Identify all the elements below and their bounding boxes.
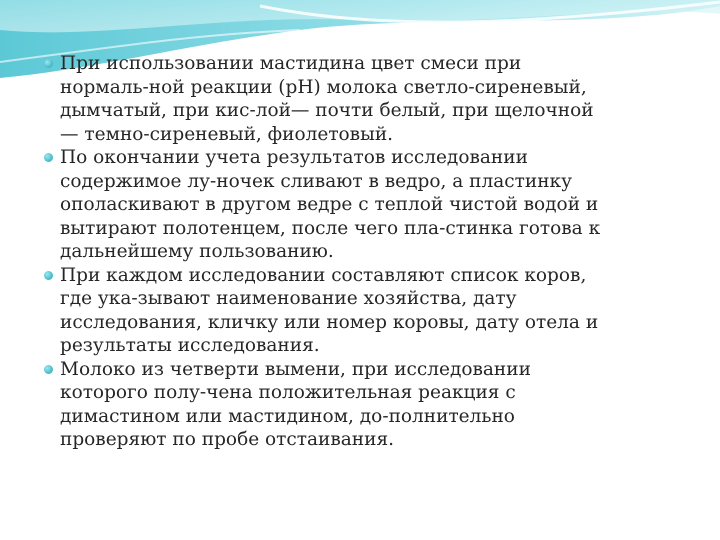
list-item <box>44 146 684 264</box>
list-item-text-line: При каждом исследовании составляют список коров, <box>60 264 587 286</box>
list-item-text-line: дальнейшему пользованию. <box>60 241 334 262</box>
list-item-text-line: результаты исследования. <box>60 335 320 356</box>
list-item <box>44 358 684 452</box>
list-item-text-line: димастином или мастидином, до-полнительно <box>60 405 515 427</box>
list-item-text-line: — темно-сиреневый, фиолетовый. <box>60 123 394 145</box>
list-item <box>44 52 684 146</box>
list-item-text-line: где ука-зывают наименование хозяйства, дату <box>60 288 517 309</box>
list-item-text-line: По окончании учета результатов исследовании <box>60 147 528 168</box>
list-item-text-line: вытирают полотенцем, после чего пла-стинка готова к <box>60 217 601 239</box>
list-item-text-line: При использовании мастидина цвет смеси при <box>60 53 522 74</box>
list-item-text-line: проверяют по пробе отстаивания. <box>60 429 395 450</box>
list-item-text-line: которого полу-чена положительная реакция с <box>60 382 516 403</box>
list-item-text-line: дымчатый, при кис-лой— почти белый, при щелочной <box>60 100 594 121</box>
bullet-icon <box>44 59 53 68</box>
bullet-icon <box>44 271 53 280</box>
bullet-icon <box>44 365 53 374</box>
list-item-text-line: ополаскивают в другом ведре с теплой чистой водой и <box>60 194 599 215</box>
bullet-list-container <box>44 52 684 452</box>
bullet-icon <box>44 153 53 162</box>
list-item <box>44 264 684 358</box>
list-item-text-line: нормаль-ной реакции (рН) молока светло-сиреневый, <box>60 76 587 98</box>
list-item-text-line: содержимое лу-ночек сливают в ведро, а пластинку <box>60 170 572 192</box>
list-item-text-line: Молоко из четверти вымени, при исследовании <box>60 358 531 380</box>
bullet-list <box>44 52 684 452</box>
list-item-text-line: исследования, кличку или номер коровы, дату отела и <box>60 311 599 333</box>
